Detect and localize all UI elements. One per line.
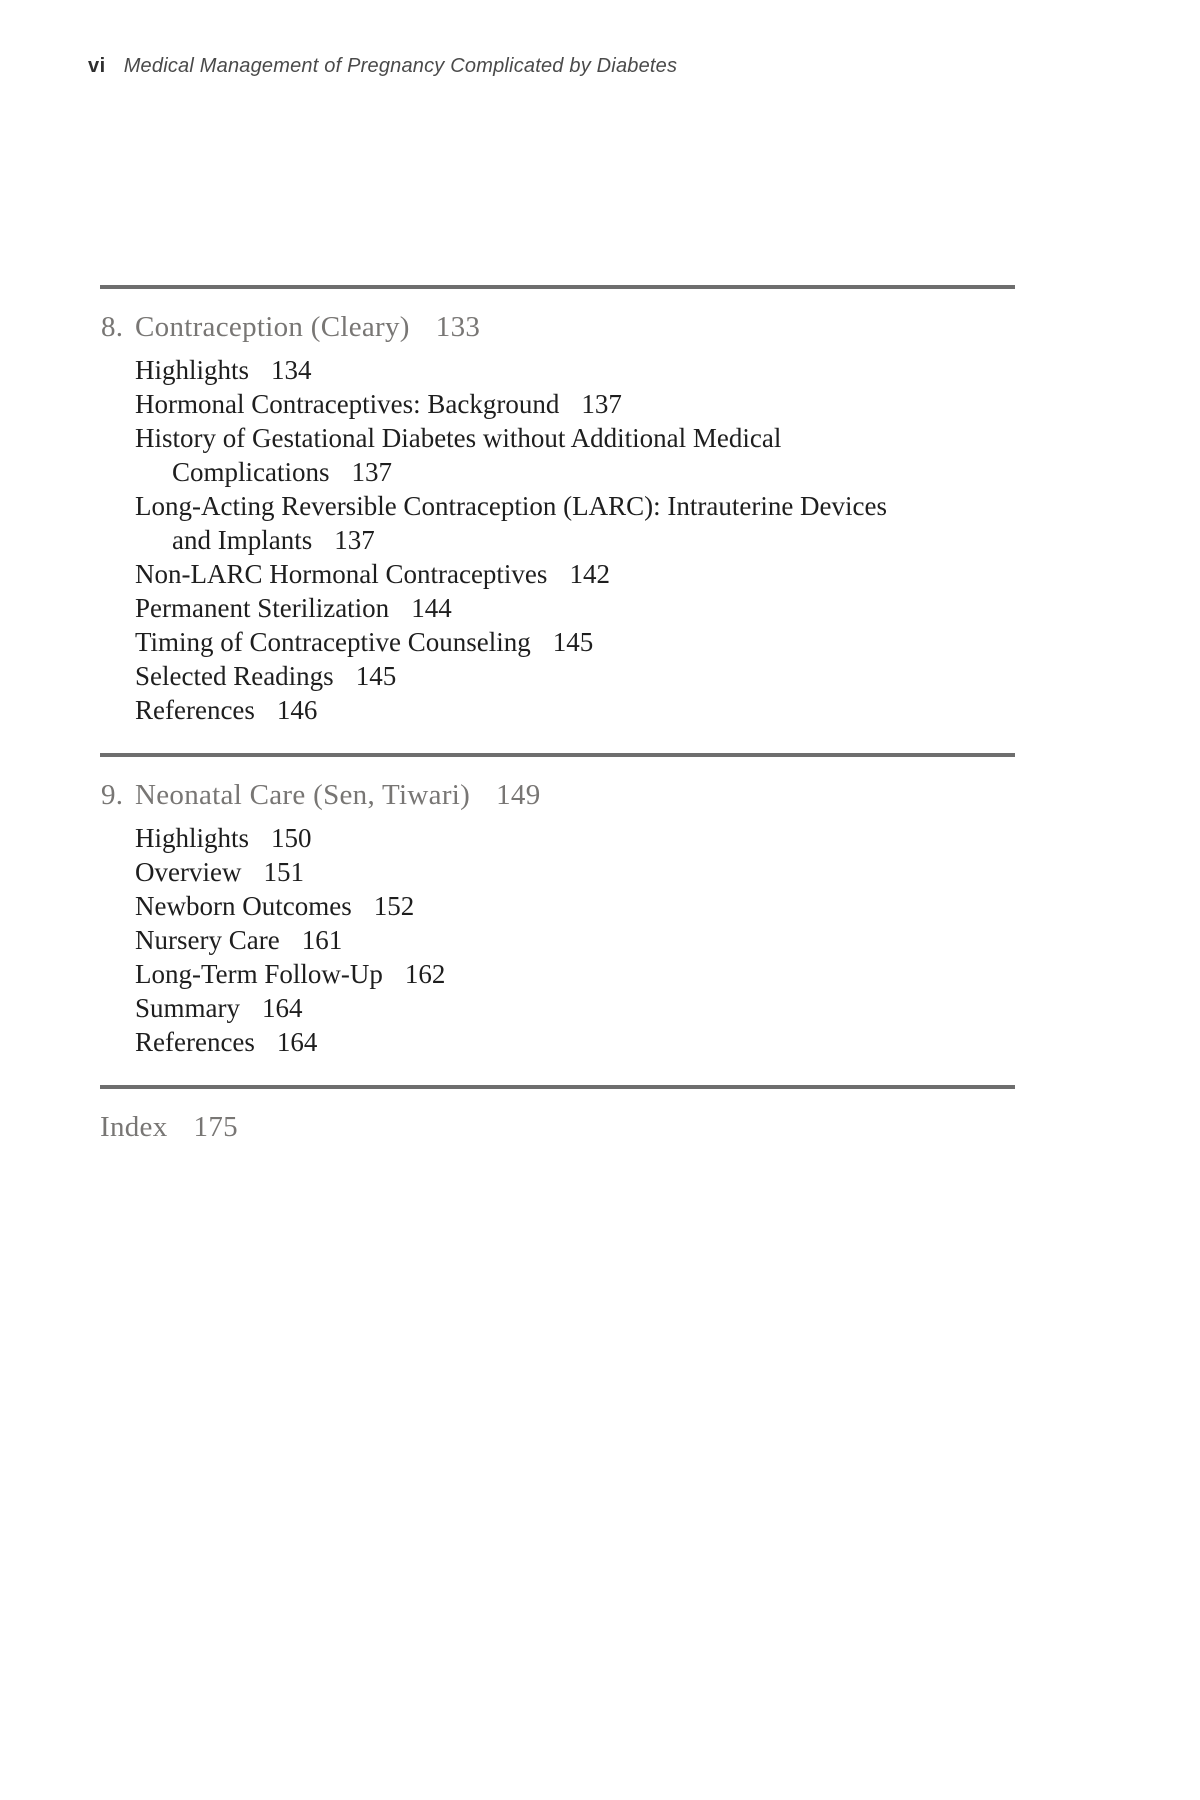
toc-item [135, 557, 1015, 591]
toc-item-line [135, 855, 1015, 889]
toc-item [135, 923, 1015, 957]
toc-item-line [135, 693, 1015, 727]
toc-item-title: Newborn Outcomes [135, 891, 352, 921]
toc-item-title: Hormonal Contraceptives: Background [135, 389, 560, 419]
chapter-title: Contraception (Cleary) [135, 311, 410, 343]
toc-item-title: Timing of Contraceptive Counseling [135, 627, 531, 657]
toc-item-page-number: 144 [411, 593, 452, 623]
section-divider-rule [100, 753, 1015, 757]
section-divider-rule [100, 1085, 1015, 1089]
folio-page-number: vi [88, 55, 106, 77]
toc-item-line [135, 557, 1015, 591]
toc-item-page-number: 161 [301, 925, 343, 955]
toc-item-title: References [135, 695, 255, 725]
toc-item-line [135, 889, 1015, 923]
toc-item [135, 489, 1015, 557]
toc-item-title: Summary [135, 993, 240, 1023]
toc-item-line [135, 821, 1015, 855]
toc-item [135, 693, 1015, 727]
toc-item [135, 991, 1015, 1025]
chapter-title: Neonatal Care (Sen, Tiwari) [135, 779, 471, 811]
chapter-item-list [100, 821, 1015, 1059]
toc-item-page-number: 164 [262, 993, 303, 1023]
chapter-number: 8. [101, 311, 124, 343]
toc-item-title: Non-LARC Hormonal Contraceptives [135, 559, 548, 589]
toc-item [135, 387, 1015, 421]
toc-item-page-number: 137 [334, 525, 375, 555]
toc-item [135, 625, 1015, 659]
toc-item-page-number: 151 [263, 857, 304, 887]
toc-item-title: Nursery Care [135, 925, 280, 955]
toc-item-title: Highlights [135, 823, 250, 853]
section-divider-rule [100, 285, 1015, 289]
toc-item-line [135, 591, 1015, 625]
toc-item-line [135, 387, 1015, 421]
table-of-contents [100, 285, 1015, 1145]
toc-item-line [135, 957, 1015, 991]
back-matter-entry [100, 1109, 1015, 1145]
toc-item-page-number: 145 [552, 627, 594, 657]
toc-item [135, 421, 1015, 489]
toc-item-line [135, 1025, 1015, 1059]
toc-item-line [135, 489, 1015, 523]
toc-item [135, 1025, 1015, 1059]
toc-item-title: Selected Readings [135, 661, 334, 691]
toc-item-title: Complications [172, 457, 330, 487]
chapter-heading [100, 777, 1015, 813]
toc-item [135, 889, 1015, 923]
toc-item-page-number: 134 [271, 355, 312, 385]
toc-item-line [135, 991, 1015, 1025]
toc-item-title: and Implants [172, 525, 313, 555]
toc-item-title: Highlights [135, 355, 250, 385]
chapter-heading [100, 309, 1015, 345]
chapter-page-number: 149 [496, 779, 541, 811]
back-matter-page-number: 175 [193, 1111, 238, 1143]
chapter-page-number: 133 [435, 311, 481, 343]
toc-item-line [135, 923, 1015, 957]
toc-item-page-number: 142 [569, 559, 610, 589]
running-header [88, 55, 677, 78]
toc-item [135, 591, 1015, 625]
toc-item-page-number: 137 [581, 389, 622, 419]
toc-item-line [135, 625, 1015, 659]
toc-item-page-number: 162 [404, 959, 446, 989]
toc-item-title: History of Gestational Diabetes without Additional Medical [135, 423, 782, 453]
toc-item-line [135, 455, 1015, 489]
toc-item-title: Long-Acting Reversible Contraception (LARC): Intrauterine Devices [135, 491, 888, 521]
toc-item-line [135, 659, 1015, 693]
toc-item [135, 821, 1015, 855]
toc-item-title: Long-Term Follow-Up [135, 959, 383, 989]
toc-item-page-number: 150 [271, 823, 312, 853]
toc-item-title: References [135, 1027, 255, 1057]
chapter-item-list [100, 353, 1015, 727]
toc-item [135, 855, 1015, 889]
toc-item-line [135, 523, 1015, 557]
running-title: Medical Management of Pregnancy Complicated by Diabetes [123, 55, 678, 77]
toc-item-page-number: 145 [355, 661, 397, 691]
chapter-number: 9. [101, 779, 124, 811]
toc-item-page-number: 137 [351, 457, 392, 487]
toc-item [135, 353, 1015, 387]
toc-item [135, 957, 1015, 991]
toc-item-line [135, 353, 1015, 387]
toc-item-title: Overview [135, 857, 242, 887]
toc-item [135, 659, 1015, 693]
toc-item-title: Permanent Sterilization [135, 593, 390, 623]
toc-item-page-number: 146 [276, 695, 318, 725]
toc-item-page-number: 152 [373, 891, 415, 921]
toc-item-line [135, 421, 1015, 455]
back-matter-title: Index [100, 1111, 168, 1143]
toc-item-page-number: 164 [276, 1027, 318, 1057]
